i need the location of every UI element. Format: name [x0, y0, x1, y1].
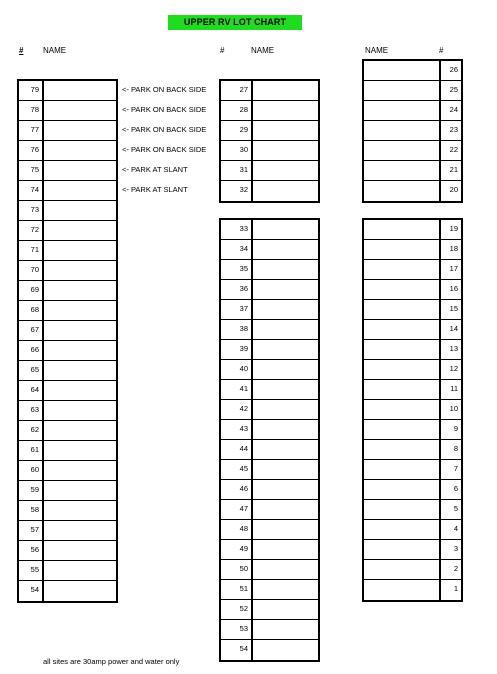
lot-name-cell[interactable]	[364, 520, 439, 540]
lot-name-cell[interactable]	[44, 361, 116, 381]
lot-name-cell[interactable]	[253, 460, 318, 480]
lot-number: 65	[19, 361, 44, 381]
lot-name-cell[interactable]	[44, 341, 116, 361]
right-bottom-lot-table	[362, 218, 463, 602]
lot-number: 1	[439, 580, 461, 600]
lot-number: 71	[19, 241, 44, 261]
lot-name-cell[interactable]	[364, 560, 439, 580]
lot-number: 35	[221, 260, 253, 280]
lot-name-cell[interactable]	[253, 81, 318, 101]
lot-name-cell[interactable]	[253, 380, 318, 400]
lot-name-cell[interactable]	[44, 421, 116, 441]
lot-number: 54	[19, 581, 44, 601]
lot-name-cell[interactable]	[364, 400, 439, 420]
lot-number: 9	[439, 420, 461, 440]
lot-number: 33	[221, 220, 253, 240]
lot-name-cell[interactable]	[253, 640, 318, 660]
lot-name-cell[interactable]	[44, 201, 116, 221]
lot-name-cell[interactable]	[44, 481, 116, 501]
right-num-header: #	[439, 46, 444, 55]
lot-name-cell[interactable]	[44, 501, 116, 521]
lot-name-cell[interactable]	[364, 360, 439, 380]
lot-name-cell[interactable]	[44, 381, 116, 401]
lot-number: 19	[439, 220, 461, 240]
lot-name-cell[interactable]	[44, 221, 116, 241]
lot-name-cell[interactable]	[253, 520, 318, 540]
lot-name-cell[interactable]	[44, 241, 116, 261]
lot-number: 12	[439, 360, 461, 380]
lot-name-cell[interactable]	[44, 121, 116, 141]
lot-number: 18	[439, 240, 461, 260]
lot-name-cell[interactable]	[253, 181, 318, 201]
lot-name-cell[interactable]	[253, 440, 318, 460]
parking-notes	[122, 79, 206, 199]
lot-number: 43	[221, 420, 253, 440]
lot-name-cell[interactable]	[44, 261, 116, 281]
parking-note: <- PARK ON BACK SIDE	[122, 105, 207, 114]
lot-number: 25	[439, 81, 461, 101]
lot-number: 32	[221, 181, 253, 201]
lot-name-cell[interactable]	[253, 300, 318, 320]
lot-name-cell[interactable]	[44, 441, 116, 461]
lot-number: 48	[221, 520, 253, 540]
mid-name-header: NAME	[251, 46, 275, 55]
lot-name-cell[interactable]	[44, 161, 116, 181]
lot-number: 79	[19, 81, 44, 101]
lot-number: 21	[439, 161, 461, 181]
lot-name-cell[interactable]	[44, 581, 116, 601]
parking-note: <- PARK ON BACK SIDE	[122, 145, 207, 154]
lot-name-cell[interactable]	[44, 181, 116, 201]
lot-number: 42	[221, 400, 253, 420]
lot-number: 74	[19, 181, 44, 201]
footer-note: all sites are 30amp power and water only	[43, 657, 180, 666]
lot-number: 61	[19, 441, 44, 461]
lot-number: 28	[221, 101, 253, 121]
lot-name-cell[interactable]	[253, 121, 318, 141]
lot-number: 60	[19, 461, 44, 481]
parking-note: <- PARK ON BACK SIDE	[122, 85, 207, 94]
lot-number: 23	[439, 121, 461, 141]
lot-name-cell[interactable]	[364, 121, 439, 141]
lot-number: 14	[439, 320, 461, 340]
lot-name-cell[interactable]	[44, 521, 116, 541]
lot-name-cell[interactable]	[364, 101, 439, 121]
lot-number: 57	[19, 521, 44, 541]
lot-name-cell[interactable]	[253, 360, 318, 380]
lot-number: 52	[221, 600, 253, 620]
lot-name-cell[interactable]	[253, 580, 318, 600]
lot-number: 16	[439, 280, 461, 300]
lot-number: 50	[221, 560, 253, 580]
lot-number: 64	[19, 381, 44, 401]
lot-number: 11	[439, 380, 461, 400]
parking-note: <- PARK AT SLANT	[122, 185, 188, 194]
lot-name-cell[interactable]	[364, 500, 439, 520]
parking-note: <- PARK AT SLANT	[122, 165, 188, 174]
lot-name-cell[interactable]	[253, 141, 318, 161]
lot-name-cell[interactable]	[253, 260, 318, 280]
lot-name-cell[interactable]	[364, 420, 439, 440]
lot-number: 15	[439, 300, 461, 320]
lot-name-cell[interactable]	[364, 580, 439, 600]
lot-name-cell[interactable]	[253, 220, 318, 240]
lot-number: 34	[221, 240, 253, 260]
lot-name-cell[interactable]	[253, 500, 318, 520]
lot-name-cell[interactable]	[364, 61, 439, 81]
lot-name-cell[interactable]	[364, 81, 439, 101]
lot-number: 30	[221, 141, 253, 161]
lot-name-cell[interactable]	[253, 400, 318, 420]
lot-name-cell[interactable]	[364, 260, 439, 280]
lot-name-cell[interactable]	[253, 280, 318, 300]
lot-name-cell[interactable]	[253, 540, 318, 560]
lot-number: 39	[221, 340, 253, 360]
lot-name-cell[interactable]	[44, 321, 116, 341]
lot-number: 47	[221, 500, 253, 520]
lot-number: 38	[221, 320, 253, 340]
lot-number: 46	[221, 480, 253, 500]
lot-number: 22	[439, 141, 461, 161]
lot-name-cell[interactable]	[364, 280, 439, 300]
lot-name-cell[interactable]	[253, 560, 318, 580]
lot-number: 41	[221, 380, 253, 400]
lot-number: 55	[19, 561, 44, 581]
lot-number: 10	[439, 400, 461, 420]
lot-number: 77	[19, 121, 44, 141]
lot-name-cell[interactable]	[364, 240, 439, 260]
lot-name-cell[interactable]	[364, 460, 439, 480]
lot-name-cell[interactable]	[364, 340, 439, 360]
lot-name-cell[interactable]	[364, 440, 439, 460]
lot-name-cell[interactable]	[364, 320, 439, 340]
lot-number: 63	[19, 401, 44, 421]
lot-name-cell[interactable]	[364, 300, 439, 320]
lot-number: 70	[19, 261, 44, 281]
lot-number: 36	[221, 280, 253, 300]
right-top-lot-table	[362, 59, 463, 203]
lot-number: 4	[439, 520, 461, 540]
lot-number: 73	[19, 201, 44, 221]
lot-number: 24	[439, 101, 461, 121]
lot-number: 13	[439, 340, 461, 360]
page-title: UPPER RV LOT CHART	[168, 15, 302, 30]
lot-name-cell[interactable]	[44, 281, 116, 301]
lot-name-cell[interactable]	[44, 561, 116, 581]
middle-top-lot-table	[219, 79, 320, 203]
lot-number: 75	[19, 161, 44, 181]
lot-number: 58	[19, 501, 44, 521]
lot-number: 62	[19, 421, 44, 441]
lot-name-cell[interactable]	[44, 401, 116, 421]
lot-number: 45	[221, 460, 253, 480]
lot-name-cell[interactable]	[44, 301, 116, 321]
lot-number: 37	[221, 300, 253, 320]
lot-number: 20	[439, 181, 461, 201]
lot-number: 2	[439, 560, 461, 580]
lot-name-cell[interactable]	[44, 461, 116, 481]
lot-number: 66	[19, 341, 44, 361]
lot-name-cell[interactable]	[44, 141, 116, 161]
lot-number: 67	[19, 321, 44, 341]
lot-name-cell[interactable]	[364, 540, 439, 560]
lot-number: 8	[439, 440, 461, 460]
lot-number: 27	[221, 81, 253, 101]
lot-number: 78	[19, 101, 44, 121]
lot-number: 5	[439, 500, 461, 520]
lot-name-cell[interactable]	[364, 181, 439, 201]
lot-name-cell[interactable]	[364, 380, 439, 400]
middle-bottom-lot-table	[219, 218, 320, 662]
lot-number: 40	[221, 360, 253, 380]
right-name-header: NAME	[365, 46, 389, 55]
lot-number: 68	[19, 301, 44, 321]
left-lot-table	[17, 79, 118, 603]
lot-number: 76	[19, 141, 44, 161]
lot-name-cell[interactable]	[44, 101, 116, 121]
lot-name-cell[interactable]	[253, 620, 318, 640]
mid-num-header: #	[220, 46, 225, 55]
lot-name-cell[interactable]	[364, 220, 439, 240]
lot-name-cell[interactable]	[253, 101, 318, 121]
lot-name-cell[interactable]	[253, 480, 318, 500]
lot-number: 3	[439, 540, 461, 560]
lot-number: 29	[221, 121, 253, 141]
lot-number: 72	[19, 221, 44, 241]
lot-name-cell[interactable]	[364, 480, 439, 500]
lot-number: 49	[221, 540, 253, 560]
lot-number: 53	[221, 620, 253, 640]
lot-name-cell[interactable]	[253, 161, 318, 181]
lot-name-cell[interactable]	[44, 81, 116, 101]
lot-number: 44	[221, 440, 253, 460]
lot-number: 17	[439, 260, 461, 280]
lot-name-cell[interactable]	[253, 240, 318, 260]
left-name-header: NAME	[43, 46, 67, 55]
lot-number: 56	[19, 541, 44, 561]
lot-number: 26	[439, 61, 461, 81]
left-num-header: #	[19, 46, 24, 55]
lot-number: 59	[19, 481, 44, 501]
lot-number: 69	[19, 281, 44, 301]
lot-name-cell[interactable]	[364, 141, 439, 161]
lot-number: 7	[439, 460, 461, 480]
lot-name-cell[interactable]	[253, 340, 318, 360]
lot-name-cell[interactable]	[364, 161, 439, 181]
lot-name-cell[interactable]	[253, 420, 318, 440]
lot-name-cell[interactable]	[253, 600, 318, 620]
lot-number: 31	[221, 161, 253, 181]
lot-number: 54	[221, 640, 253, 660]
lot-number: 6	[439, 480, 461, 500]
lot-name-cell[interactable]	[253, 320, 318, 340]
lot-name-cell[interactable]	[44, 541, 116, 561]
lot-number: 51	[221, 580, 253, 600]
parking-note: <- PARK ON BACK SIDE	[122, 125, 207, 134]
